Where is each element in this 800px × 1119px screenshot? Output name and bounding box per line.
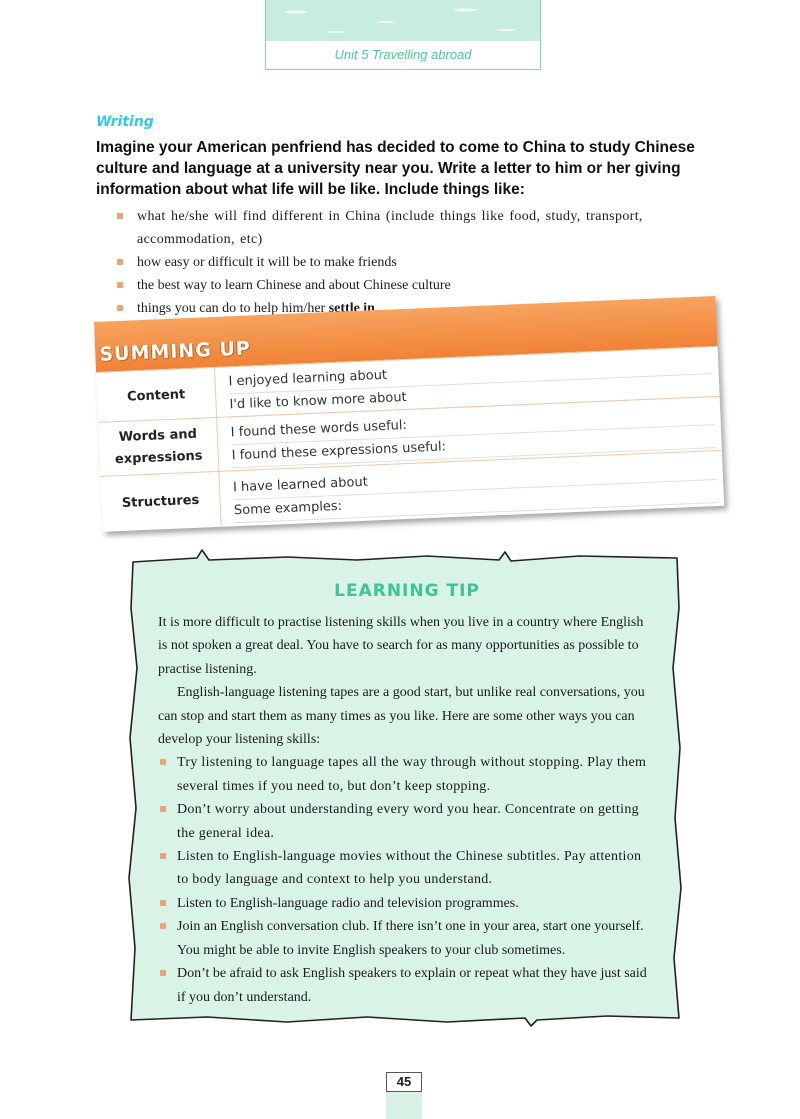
prompt-line: I enjoyed learning about: [228, 351, 713, 394]
row-label-line: expressions: [114, 448, 203, 468]
learning-tip-panel: [127, 548, 687, 1028]
row-label-line: Words and: [118, 426, 198, 446]
tip-paragraph: It is more difficult to practise listening skills when you live in a country where English is not spoken a great deal. You have to search for as many opportunities as possible to practise listening.: [158, 615, 644, 677]
list-item: Don’t worry about understanding every word you hear. Concentrate on getting the general idea.: [158, 798, 655, 845]
list-item: the best way to learn Chinese and about Chinese culture: [114, 274, 724, 297]
row-label: [98, 423, 218, 472]
page-number: 45: [386, 1072, 422, 1092]
writing-section-title: Writing: [96, 114, 154, 130]
row-divider: [214, 368, 217, 418]
summing-up-title: SUMMING UP: [98, 337, 252, 366]
learning-tip-title: LEARNING TIP: [334, 581, 480, 601]
row-prompts: [233, 457, 719, 523]
header-decoration: [266, 0, 540, 41]
prompt-line: I found these expressions useful:: [231, 425, 716, 468]
tip-paragraph: English-language listening tapes are a good start, but unlike real conversations, you can stop and start them as many times as you like. Here are some other ways you can develop your listening skills:: [158, 685, 645, 748]
unit-title: Unit 5 Travelling abroad: [334, 47, 472, 62]
unit-header: [265, 0, 541, 70]
list-item-emphasis: settle in: [328, 301, 375, 316]
list-item: how easy or difficult it will be to make friends: [114, 251, 724, 274]
list-item: Don’t be afraid to ask English speakers to explain or repeat what they have just said if you don’t understand.: [158, 962, 655, 1009]
summing-up-panel: [94, 296, 724, 532]
prompt-line: I found these words useful:: [230, 402, 715, 445]
prompt-line: I'd like to know more about: [229, 374, 714, 417]
row-label: Content: [126, 387, 186, 405]
writing-prompt: Imagine your American penfriend has decided to come to China to study Chinese culture and language at a university near you. Write a letter to him or her giving information about what life will be like. Include things like:: [96, 139, 695, 198]
list-item-text: things you can do to help him/her: [137, 301, 329, 316]
prompt-line: Some examples:: [234, 480, 719, 523]
learning-tip-body: [158, 611, 655, 1009]
tip-list: [158, 751, 655, 1008]
list-item: Join an English conversation club. If there isn’t one in your area, start one yourself. You might be able to invite English speakers to your club sometimes.: [158, 915, 655, 962]
list-item: Listen to English-language radio and television programmes.: [158, 892, 655, 915]
list-item: Try listening to language tapes all the way through without stopping. Play them several times if you need to, but don’t keep stopping.: [158, 751, 655, 798]
row-divider: [218, 472, 221, 528]
list-item: what he/she will find different in China (include things like food, study, transport, accommodation, etc): [114, 205, 724, 251]
list-item: Listen to English-language movies without the Chinese subtitles. Pay attention to body language and context to help you understand.: [158, 845, 655, 892]
row-label: Structures: [121, 492, 200, 511]
prompt-line: I have learned about: [233, 457, 718, 500]
